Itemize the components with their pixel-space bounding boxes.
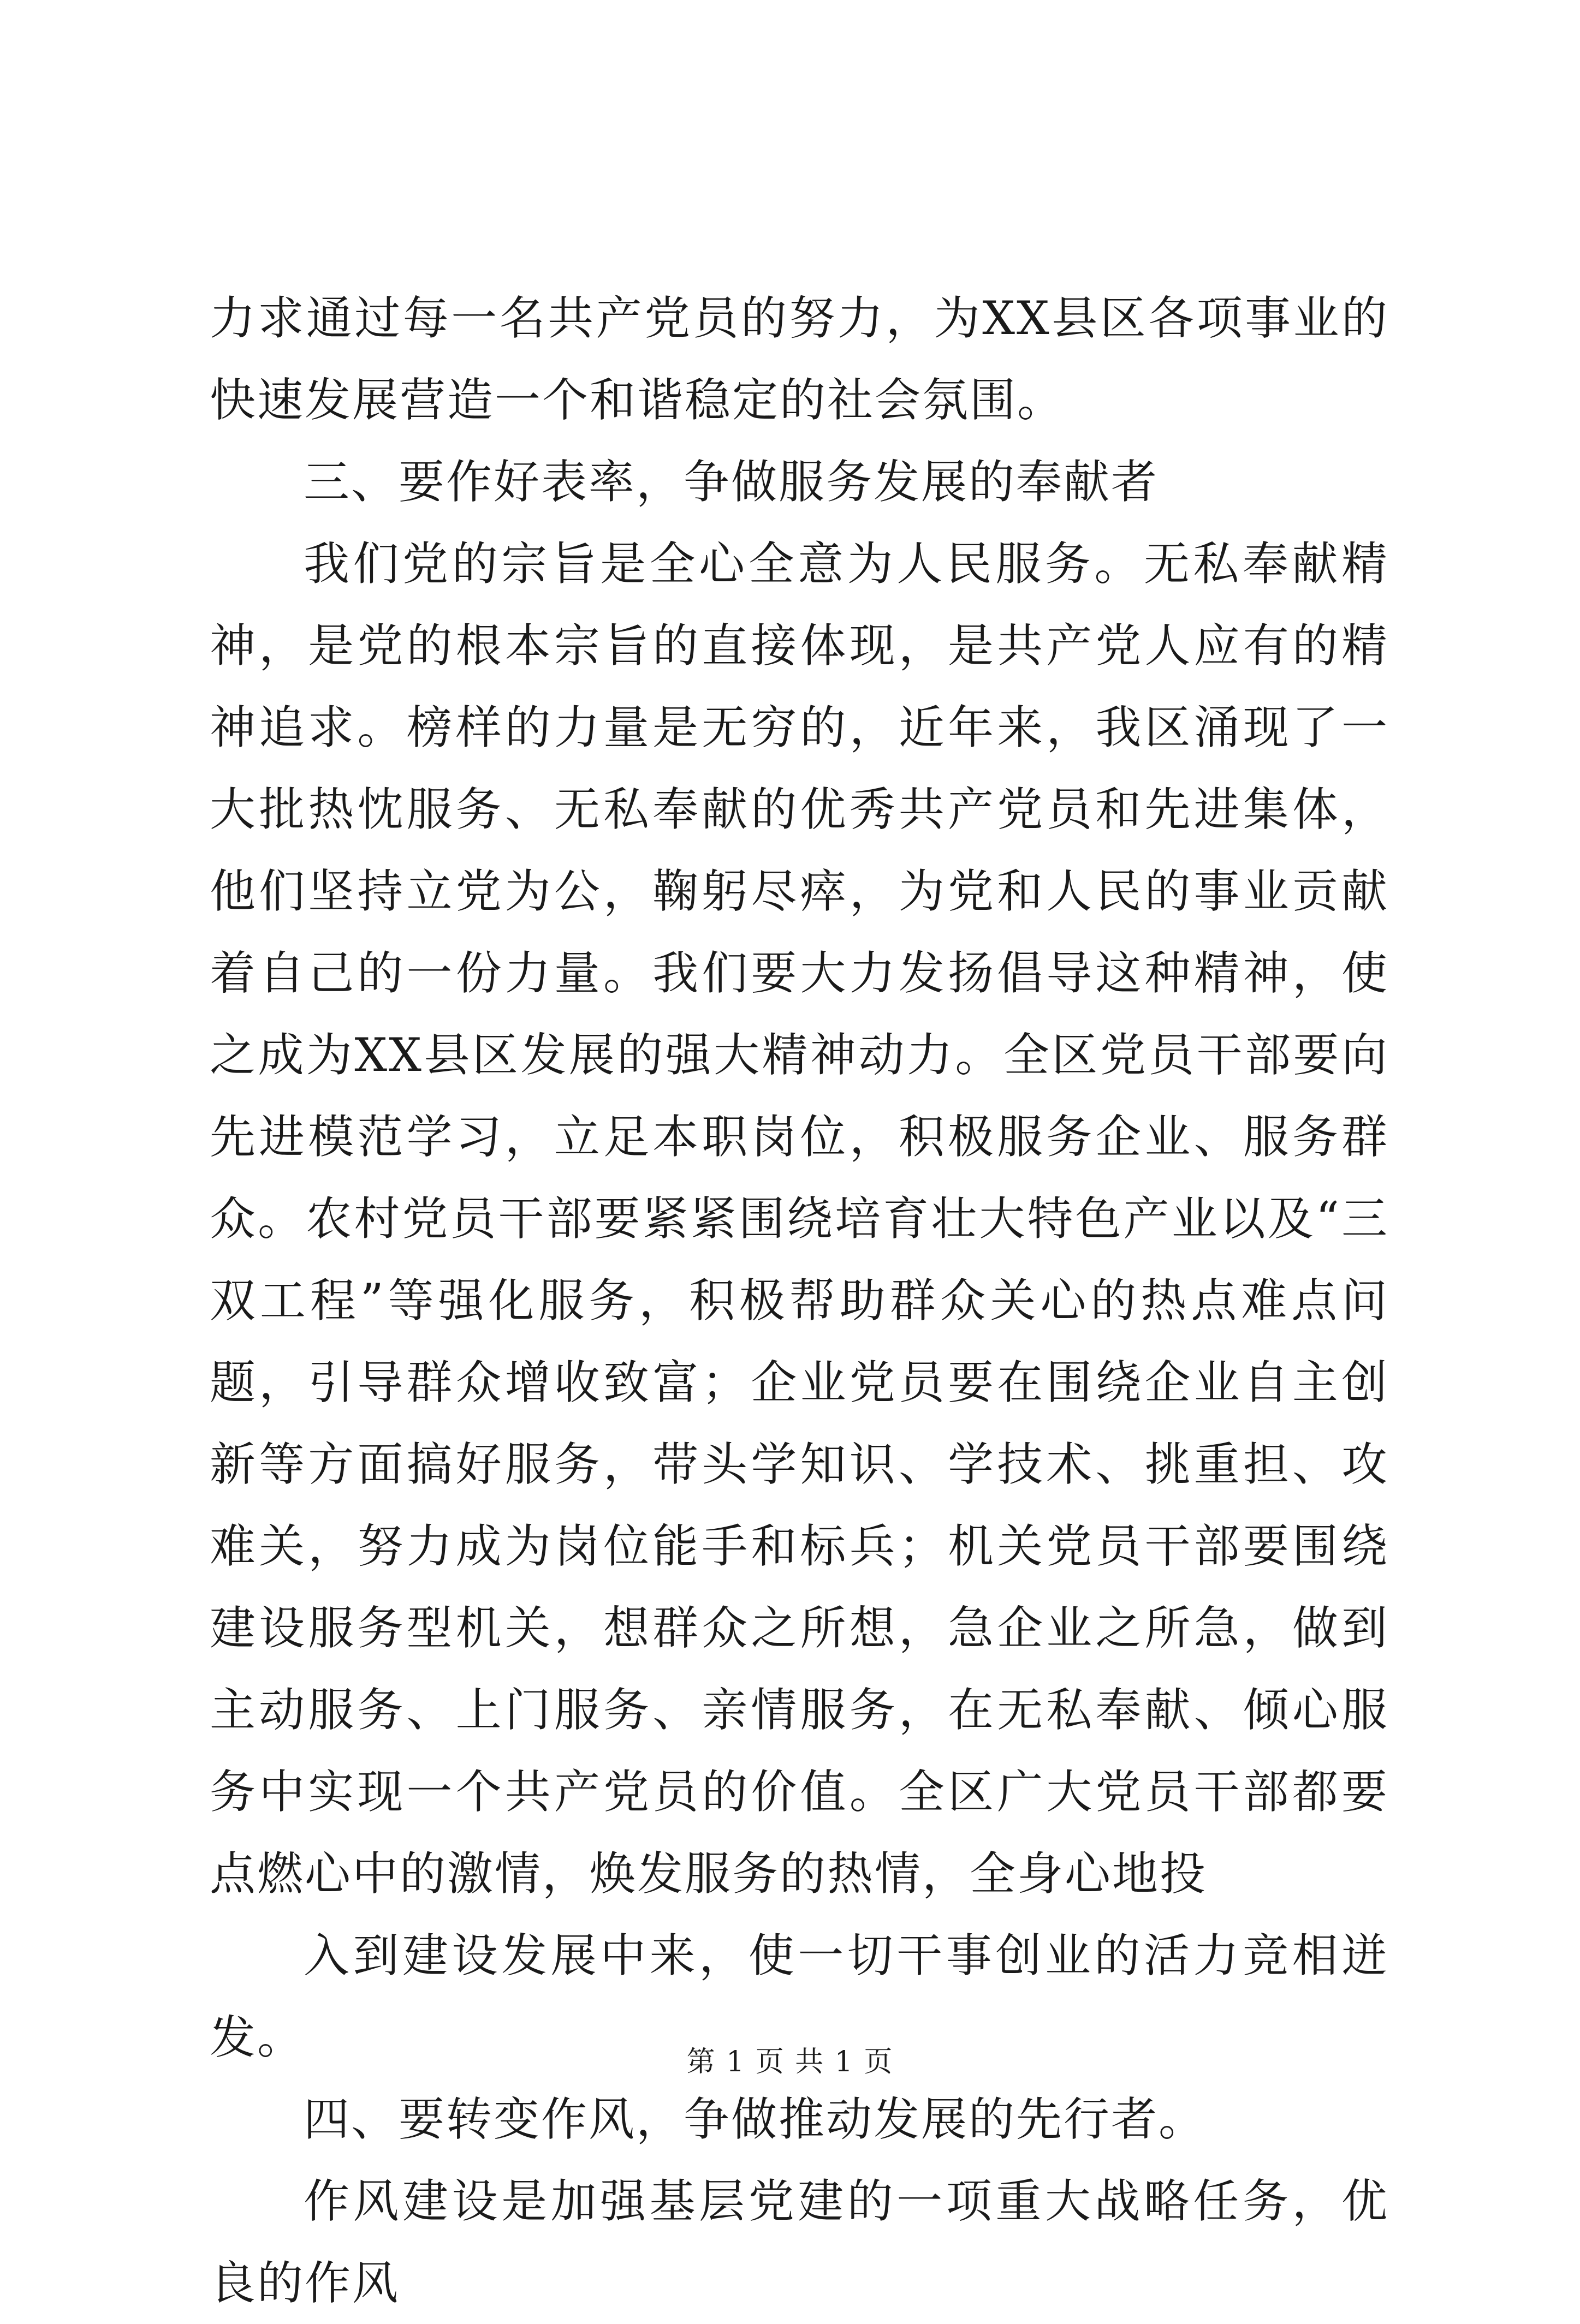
section-heading-4: 四、要转变作风，争做推动发展的先行者。 (304, 2093, 1207, 2146)
page-footer: 第 1 页 共 1 页 (686, 2046, 894, 2078)
paragraph-continuation: 力求通过每一名共产党员的努力，为XX县区各项事业的快速发展营造一个和谐稳定的社会氛围。 (210, 291, 1389, 427)
paragraph-continuation-2: 入到建设发展中来，使一切干事创业的活力竞相迸发。 (210, 1929, 1389, 2064)
document-body (210, 277, 1389, 2324)
section-heading-3: 三、要作好表率，争做服务发展的奉献者 (304, 455, 1159, 509)
paragraph-body-2: 作风建设是加强基层党建的一项重大战略任务，优良的作风 (210, 2174, 1389, 2310)
paragraph-body: 我们党的宗旨是全心全意为人民服务。无私奉献精神，是党的根本宗旨的直接体现，是共产党人应有的精神追求。榜样的力量是无穷的，近年来，我区涌现了一大批热忱服务、无私奉献的优秀共产党员和先进集体，他们坚持立党为公，鞠躬尽瘁，为党和人民的事业贡献着自己的一份力量。我们要大力发扬倡导这种精神，使之成为XX县区发展的强大精神动力。全区党员干部要向先进模范学习，立足本职岗位，积极服务企业、服务群众。农村党员干部要紧紧围绕培育壮大特色产业以及“三双工程”等强化服务，积极帮助群众关心的热点难点问题，引导群众增收致富；企业党员要在围绕企业自主创新等方面搞好服务，带头学知识、学技术、挑重担、攻难关，努力成为岗位能手和标兵；机关党员干部要围绕建设服务型机关，想群众之所想，急企业之所急，做到主动服务、上门服务、亲情服务，在无私奉献、倾心服务中实现一个共产党员的价值。全区广大党员干部都要点燃心中的激情，焕发服务的热情，全身心地投 (210, 537, 1389, 1900)
